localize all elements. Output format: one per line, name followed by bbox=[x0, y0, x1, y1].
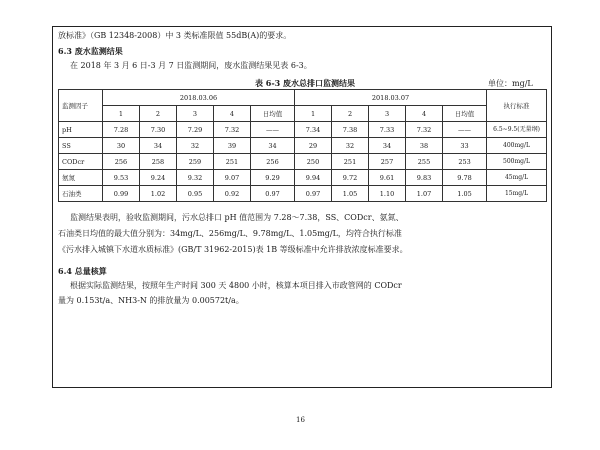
row-factor: pH bbox=[59, 122, 103, 138]
wastewater-results-table bbox=[58, 89, 547, 202]
row-value: 9.94 bbox=[295, 170, 332, 186]
section-6-3-heading: 6.3 废水监测结果 bbox=[58, 46, 123, 56]
table-row bbox=[59, 170, 547, 186]
row-value: 1.10 bbox=[369, 186, 406, 202]
row-value: 1.05 bbox=[443, 186, 487, 202]
header-standard: 执行标准 bbox=[487, 90, 547, 122]
table-row bbox=[59, 154, 547, 170]
row-factor: CODcr bbox=[59, 154, 103, 170]
row-value: 251 bbox=[332, 154, 369, 170]
conclusion-line-2: 石油类日均值的最大值分别为：34mg/L、256mg/L、9.78mg/L、1.05mg/L，均符合执行标准 bbox=[58, 229, 402, 238]
row-factor: SS bbox=[59, 138, 103, 154]
section-6-3-intro: 在 2018 年 3 月 6 日-3 月 7 日监测期间，废水监测结果见表 6-3。 bbox=[70, 61, 312, 70]
row-value: 7.32 bbox=[406, 122, 443, 138]
table-header-row-columns bbox=[59, 106, 547, 122]
section-6-4-line-2: 量为 0.153t/a、NH3-N 的排放量为 0.00572t/a。 bbox=[58, 296, 244, 305]
row-value: 0.92 bbox=[214, 186, 251, 202]
row-value: 32 bbox=[332, 138, 369, 154]
row-value: 9.32 bbox=[177, 170, 214, 186]
section-6-4-heading: 6.4 总量核算 bbox=[58, 266, 107, 276]
top-paragraph-line: 放标准》（GB 12348-2008）中 3 类标准限值 55dB(A)的要求。 bbox=[58, 31, 292, 40]
row-value: 9.83 bbox=[406, 170, 443, 186]
row-value: 7.34 bbox=[295, 122, 332, 138]
row-value: 257 bbox=[369, 154, 406, 170]
row-value: 9.07 bbox=[214, 170, 251, 186]
row-value: 1.02 bbox=[140, 186, 177, 202]
row-value: 1.07 bbox=[406, 186, 443, 202]
row-value: 34 bbox=[251, 138, 295, 154]
row-standard: 500mg/L bbox=[487, 154, 547, 170]
table-row bbox=[59, 186, 547, 202]
header-col-label: 3 bbox=[369, 106, 406, 122]
header-col-label: 日均值 bbox=[443, 106, 487, 122]
row-value: 39 bbox=[214, 138, 251, 154]
row-value: 7.32 bbox=[214, 122, 251, 138]
header-factor: 监测因子 bbox=[59, 90, 103, 122]
header-col-label: 3 bbox=[177, 106, 214, 122]
row-value: 7.30 bbox=[140, 122, 177, 138]
row-value: 251 bbox=[214, 154, 251, 170]
row-value: 7.29 bbox=[177, 122, 214, 138]
section-6-4-line-1: 根据实际监测结果，按照年生产时间 300 天 4800 小时，核算本项目排入市政管网的 CODcr bbox=[70, 281, 402, 290]
row-value: —— bbox=[251, 122, 295, 138]
conclusion-line-1: 监测结果表明，验收监测期间，污水总排口 pH 值范围为 7.28～7.38，SS、CODcr、氨氮、 bbox=[70, 213, 404, 222]
row-value: 253 bbox=[443, 154, 487, 170]
row-value: 7.28 bbox=[103, 122, 140, 138]
row-value: 0.95 bbox=[177, 186, 214, 202]
row-factor: 氨氮 bbox=[59, 170, 103, 186]
row-value: 7.38 bbox=[332, 122, 369, 138]
row-standard: 6.5~9.5(无量纲) bbox=[487, 122, 547, 138]
conclusion-line-3: 《污水排入城镇下水道水质标准》(GB/T 31962-2015)表 1B 等级标准中允许排放浓度标准要求。 bbox=[58, 245, 408, 254]
header-col-label: 2 bbox=[140, 106, 177, 122]
table-caption: 表 6-3 废水总排口监测结果 bbox=[255, 78, 356, 88]
row-value: 9.72 bbox=[332, 170, 369, 186]
header-col-label: 1 bbox=[103, 106, 140, 122]
row-value: 32 bbox=[177, 138, 214, 154]
header-date-1: 2018.03.06 bbox=[103, 90, 295, 106]
row-value: 7.33 bbox=[369, 122, 406, 138]
header-col-label: 4 bbox=[406, 106, 443, 122]
row-value: 256 bbox=[251, 154, 295, 170]
row-value: 33 bbox=[443, 138, 487, 154]
row-value: 0.99 bbox=[103, 186, 140, 202]
page-number: 16 bbox=[296, 416, 305, 424]
row-standard: 15mg/L bbox=[487, 186, 547, 202]
row-value: 29 bbox=[295, 138, 332, 154]
row-value: 9.29 bbox=[251, 170, 295, 186]
table-header-row-dates bbox=[59, 90, 547, 106]
row-standard: 400mg/L bbox=[487, 138, 547, 154]
header-col-label: 4 bbox=[214, 106, 251, 122]
table-row bbox=[59, 122, 547, 138]
row-value: 34 bbox=[369, 138, 406, 154]
row-value: 1.05 bbox=[332, 186, 369, 202]
row-value: 256 bbox=[103, 154, 140, 170]
table-unit: 单位：mg/L bbox=[488, 79, 533, 88]
row-value: 30 bbox=[103, 138, 140, 154]
row-value: —— bbox=[443, 122, 487, 138]
row-value: 34 bbox=[140, 138, 177, 154]
row-value: 9.61 bbox=[369, 170, 406, 186]
header-col-label: 日均值 bbox=[251, 106, 295, 122]
row-standard: 45mg/L bbox=[487, 170, 547, 186]
row-value: 0.97 bbox=[295, 186, 332, 202]
header-col-label: 2 bbox=[332, 106, 369, 122]
row-factor: 石油类 bbox=[59, 186, 103, 202]
header-col-label: 1 bbox=[295, 106, 332, 122]
header-date-2: 2018.03.07 bbox=[295, 90, 487, 106]
row-value: 9.24 bbox=[140, 170, 177, 186]
row-value: 255 bbox=[406, 154, 443, 170]
row-value: 250 bbox=[295, 154, 332, 170]
row-value: 259 bbox=[177, 154, 214, 170]
row-value: 0.97 bbox=[251, 186, 295, 202]
table-row bbox=[59, 138, 547, 154]
row-value: 9.53 bbox=[103, 170, 140, 186]
row-value: 38 bbox=[406, 138, 443, 154]
row-value: 9.78 bbox=[443, 170, 487, 186]
row-value: 258 bbox=[140, 154, 177, 170]
